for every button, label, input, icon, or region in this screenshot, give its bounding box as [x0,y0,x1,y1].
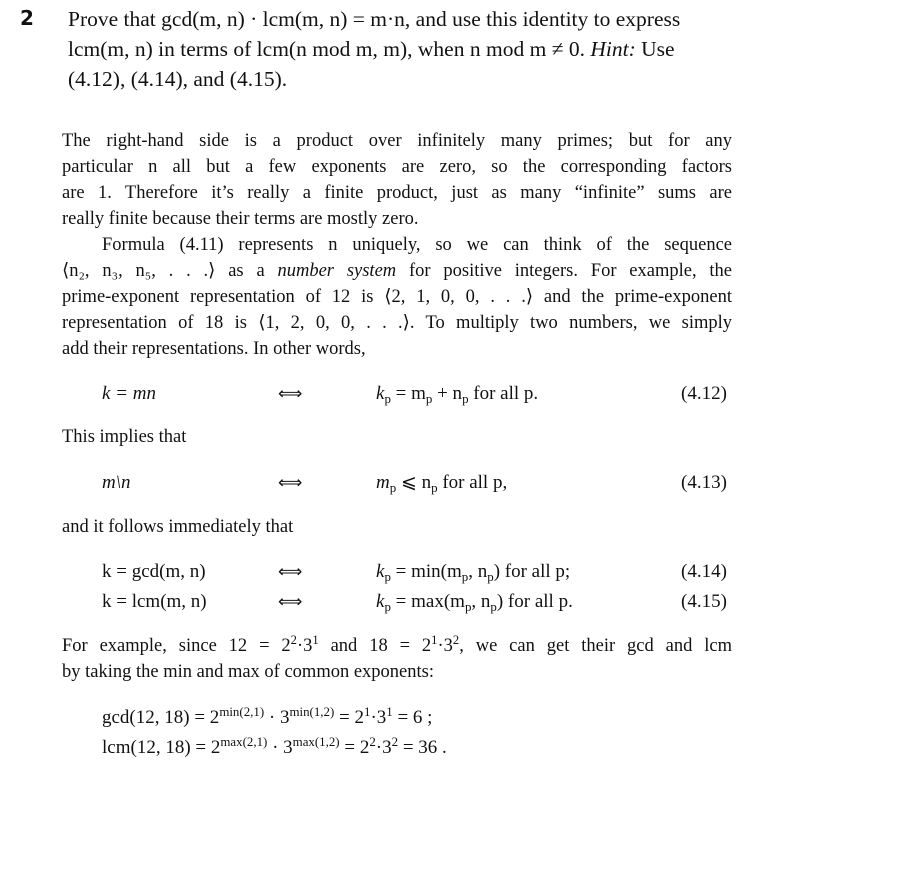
equation-part: = m [390,383,426,404]
example-part: · 3 [264,707,290,728]
paragraph-line: prime-exponent representation of 12 is ⟨2, 1, 0, 0, . . .⟩ and the prime-exponent [62,287,732,307]
exercise-number: 2 [20,6,34,30]
equation-tag: (4.12) [681,383,727,404]
equation-4-14 [0,558,906,586]
exponent: 2 [290,633,297,648]
equation-rhs [376,469,507,497]
exercise-line-2-use: Use [641,37,675,61]
paragraph-line: really finite because their terms are mostly zero. [62,209,419,229]
equation-rhs [376,558,570,586]
example-part: gcd(12, 18) = 2 [102,707,220,728]
subscript-p: p [461,568,469,584]
equation-condition: ) for all p. [496,591,573,612]
equation-4-13 [0,469,906,497]
subscript-p: p [431,479,438,495]
paragraph-line: The right-hand side is a product over infinitely many primes; but for any [62,131,732,151]
paragraph-line: This implies that [62,427,187,447]
paragraph-segment: ⟨n₂, n₃, n₅, . . .⟩ as a [62,261,265,281]
emphasis-number-system: number system [277,261,397,281]
paragraph-segment: ·3 [437,636,453,656]
worked-examples [102,703,447,763]
iff-symbol: ⟺ [278,384,303,404]
paragraph-segment: For example, since 12 = 2 [62,636,291,656]
paragraph-line [62,258,732,284]
equation-condition: for all p, [437,472,508,493]
exponent: 2 [369,733,376,749]
exponent: max(1,2) [292,733,340,749]
paragraph-line: representation of 18 is ⟨1, 2, 0, 0, . . .⟩. To multiply two numbers, we simply [62,313,732,333]
equation-part: + n [432,383,463,404]
paragraph-follows [62,514,732,540]
exponent: 2 [452,633,460,648]
subscript-p: p [462,390,469,406]
equation-rhs [376,588,573,616]
equation-part: = max(m [390,591,465,612]
exponent: 2 [391,733,399,749]
paragraph-segment: for positive integers. For example, the [408,261,733,281]
iff-symbol: ⟺ [278,473,303,493]
example-part: ·3 [375,737,392,758]
paragraph-line: by taking the min and max of common exponents: [62,662,434,682]
var-k: k [376,561,385,582]
paragraph-infinite-product [62,128,732,232]
paragraph-line [62,633,732,659]
exercise-hint-label: Hint: [590,37,636,61]
equation-tag: (4.15) [681,591,727,612]
equation-lhs: k = lcm(m, n) [102,591,207,612]
example-part: = 2 [334,707,364,728]
example-result: = 36 . [398,737,447,758]
equation-lhs: k = gcd(m, n) [102,561,206,582]
exponent: 1 [312,633,319,648]
paragraph-example [62,633,732,685]
equation-condition: for all p. [468,383,539,404]
paragraph-segment: ·3 [296,636,313,656]
exponent: 1 [386,703,393,719]
exponent: max(2,1) [220,733,268,749]
paragraph-implies [62,424,732,450]
paragraph-line: are 1. Therefore it’s really a finite product, just as many “infinite” sums are [62,183,732,203]
exercise-line-2-text: lcm(m, n) in terms of lcm(n mod m, m), when n mod m ≠ 0. [68,37,585,61]
example-part: = 2 [339,737,370,758]
subscript-p: p [384,568,391,584]
exercise-statement [68,4,828,94]
exercise-line-2 [68,34,828,64]
equation-condition: ) for all p; [493,561,571,582]
equation-part: , n [471,591,491,612]
iff-symbol: ⟺ [278,592,303,612]
exercise-line-3: (4.12), (4.14), and (4.15). [68,67,288,91]
subscript-p: p [389,479,397,495]
paragraph-number-system [62,232,732,362]
equation-tag: (4.14) [681,561,727,582]
paragraph-line: and it follows immediately that [62,517,294,537]
equation-part: , n [468,561,488,582]
exponent: min(2,1) [219,703,265,719]
subscript-p: p [487,568,494,584]
example-part: · 3 [267,737,293,758]
var-k: k [376,591,385,612]
exponent: min(1,2) [289,703,335,719]
equation-lhs: m\n [102,472,131,493]
paragraph-line: particular n all but a few exponents are zero, so the corresponding factors [62,157,732,177]
iff-symbol: ⟺ [278,562,303,582]
equation-4-12 [0,380,906,408]
paragraph-line: Formula (4.11) represents n uniquely, so we can think of the sequence [102,235,732,255]
exercise-line-1: Prove that gcd(m, n) · lcm(m, n) = m·n, and use this identity to express [68,7,681,31]
example-lcm [102,733,447,763]
paragraph-segment: , we can get their gcd and lcm [459,636,732,656]
exponent: 1 [363,703,371,719]
subscript-p: p [464,598,472,614]
example-part: lcm(12, 18) = 2 [102,737,221,758]
exponent: 1 [431,633,438,648]
example-part: ·3 [370,707,387,728]
var-k: k [376,383,385,404]
paragraph-segment: and 18 = 2 [318,636,432,656]
equation-4-15 [0,588,906,616]
equation-part: = min(m [390,561,462,582]
example-result: = 6 ; [392,707,433,728]
equation-lhs: k = mn [102,383,156,404]
subscript-p: p [384,390,391,406]
example-gcd [102,703,447,733]
subscript-p: p [490,598,497,614]
subscript-p: p [384,598,391,614]
equation-part: ⩽ n [396,472,432,493]
equation-rhs [376,380,538,408]
subscript-p: p [425,390,433,406]
paragraph-line: add their representations. In other words, [62,339,366,359]
var-m: m [376,472,390,493]
equation-tag: (4.13) [681,472,727,493]
